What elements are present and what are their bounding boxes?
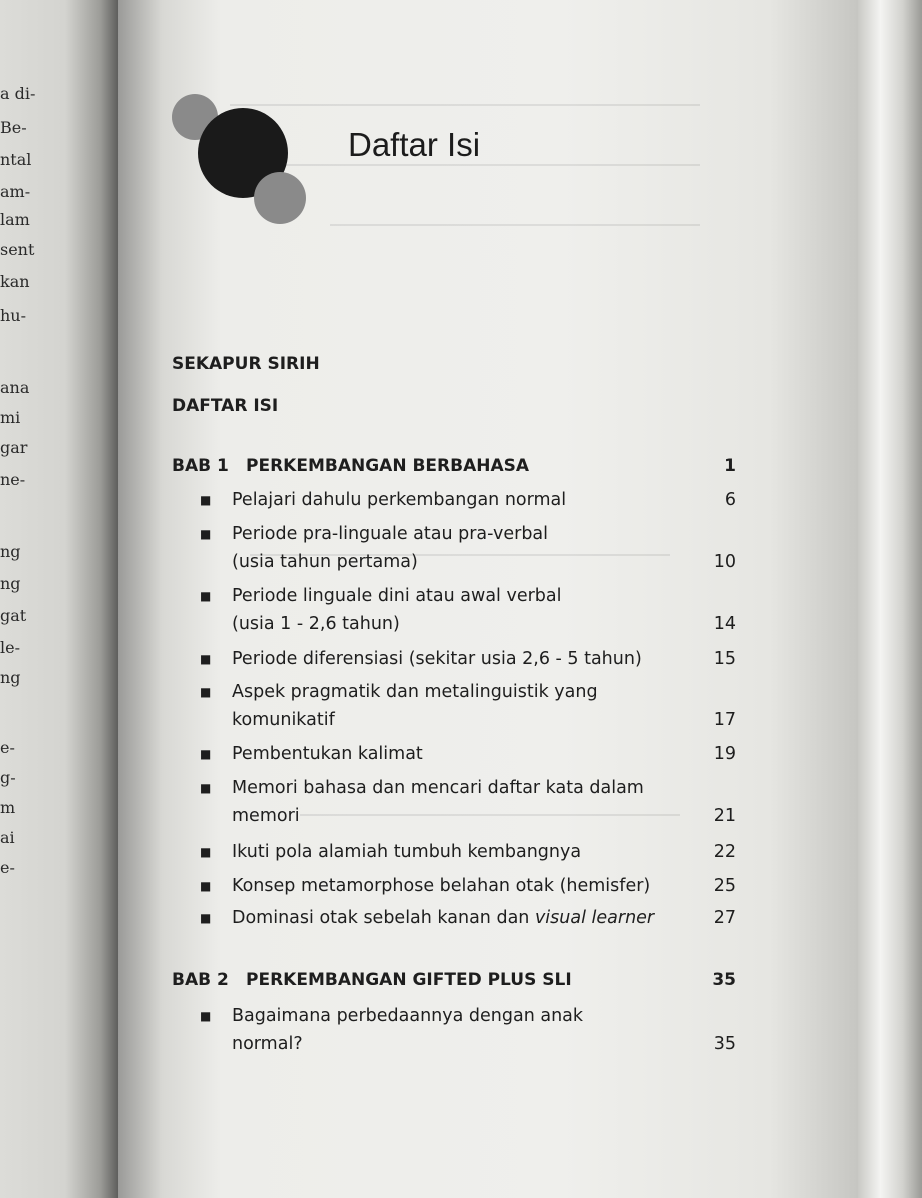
bullet-icon: ■ bbox=[200, 527, 212, 541]
page-number: 6 bbox=[724, 490, 736, 510]
left-page-text: ana bbox=[0, 378, 30, 397]
show-through-line bbox=[330, 210, 700, 226]
page-number: 1 bbox=[724, 456, 736, 476]
left-page-edge bbox=[0, 0, 118, 1198]
left-page-text: e- bbox=[0, 738, 15, 757]
chapter-number: BAB 1 bbox=[172, 456, 229, 476]
page-number: 35 bbox=[712, 970, 736, 990]
left-page-text: Be- bbox=[0, 118, 27, 137]
chapter-number: BAB 2 bbox=[172, 970, 229, 990]
page-number: 21 bbox=[713, 806, 736, 826]
bullet-icon: ■ bbox=[200, 589, 212, 603]
bullet-icon: ■ bbox=[200, 1009, 212, 1023]
toc-item-text: Pelajari dahulu perkembangan normal bbox=[232, 490, 567, 510]
page-title: Daftar Isi bbox=[348, 126, 481, 163]
chapter-title: PERKEMBANGAN GIFTED PLUS SLI bbox=[246, 970, 572, 990]
left-page-text: kan bbox=[0, 272, 30, 291]
toc-item-text: Periode diferensiasi (sekitar usia 2,6 - 5 tahun) bbox=[232, 649, 642, 669]
left-page-text: a di- bbox=[0, 84, 36, 103]
chapter-title: PERKEMBANGAN BERBAHASA bbox=[246, 456, 530, 476]
page-number: 25 bbox=[713, 876, 736, 896]
page-number: 10 bbox=[713, 552, 736, 572]
bullet-icon: ■ bbox=[200, 685, 212, 699]
toc-item-text: Aspek pragmatik dan metalinguistik yang bbox=[232, 682, 598, 702]
page-number: 19 bbox=[713, 744, 736, 764]
show-through-line bbox=[230, 90, 700, 106]
left-page-text: ng bbox=[0, 574, 21, 593]
left-page-text: e- bbox=[0, 858, 15, 877]
toc-entry-daftar-isi[interactable]: DAFTAR ISI bbox=[172, 396, 279, 416]
page-edge-right bbox=[858, 0, 922, 1198]
toc-item-text: Memori bahasa dan mencari daftar kata dalam bbox=[232, 778, 644, 798]
bullet-icon: ■ bbox=[200, 911, 212, 925]
left-page-text: le- bbox=[0, 638, 20, 657]
left-page-text: ne- bbox=[0, 470, 26, 489]
toc-item-text-continued: komunikatif bbox=[232, 710, 335, 730]
left-page-text: lam bbox=[0, 210, 30, 229]
left-page-text: am- bbox=[0, 182, 31, 201]
bullet-icon: ■ bbox=[200, 845, 212, 859]
toc-item-text-continued: memori bbox=[232, 806, 300, 826]
left-page-text: ng bbox=[0, 668, 21, 687]
bullet-icon: ■ bbox=[200, 493, 212, 507]
decorative-circle-small-bottom bbox=[254, 172, 306, 224]
bullet-icon: ■ bbox=[200, 747, 212, 761]
left-page-text: sent bbox=[0, 240, 35, 259]
left-page-text: ai bbox=[0, 828, 15, 847]
bullet-icon: ■ bbox=[200, 781, 212, 795]
left-page-text: mi bbox=[0, 408, 21, 427]
toc-item-text: Konsep metamorphose belahan otak (hemisfer) bbox=[232, 876, 651, 896]
toc-item-text: Ikuti pola alamiah tumbuh kembangnya bbox=[232, 842, 582, 862]
left-page-text: gar bbox=[0, 438, 28, 457]
page-number: 35 bbox=[713, 1034, 736, 1054]
toc-item-text-continued: (usia 1 - 2,6 tahun) bbox=[232, 614, 400, 634]
toc-item-text-continued: normal? bbox=[232, 1034, 303, 1054]
page-number: 14 bbox=[713, 614, 736, 634]
left-page-text: ng bbox=[0, 542, 21, 561]
toc-item-text: Periode pra-linguale atau pra-verbal bbox=[232, 524, 549, 544]
toc-item-text: Bagaimana perbedaannya dengan anak bbox=[232, 1006, 584, 1026]
toc-item-text: Dominasi otak sebelah kanan dan visual learner bbox=[232, 908, 655, 928]
page-number: 17 bbox=[713, 710, 736, 730]
toc-item-text-continued: (usia tahun pertama) bbox=[232, 552, 418, 572]
page-number: 27 bbox=[713, 908, 736, 928]
left-page-text: m bbox=[0, 798, 16, 817]
left-page-text: hu- bbox=[0, 306, 27, 325]
left-page-text: gat bbox=[0, 606, 27, 625]
toc-entry-sekapur-sirih[interactable]: SEKAPUR SIRIH bbox=[172, 354, 320, 374]
page-number: 22 bbox=[713, 842, 736, 862]
toc-item-text: Pembentukan kalimat bbox=[232, 744, 423, 764]
page-number: 15 bbox=[713, 649, 736, 669]
bullet-icon: ■ bbox=[200, 652, 212, 666]
left-page-text: ntal bbox=[0, 150, 32, 169]
left-page-text: g- bbox=[0, 768, 16, 787]
toc-item-text: Periode linguale dini atau awal verbal bbox=[232, 586, 562, 606]
bullet-icon: ■ bbox=[200, 879, 212, 893]
